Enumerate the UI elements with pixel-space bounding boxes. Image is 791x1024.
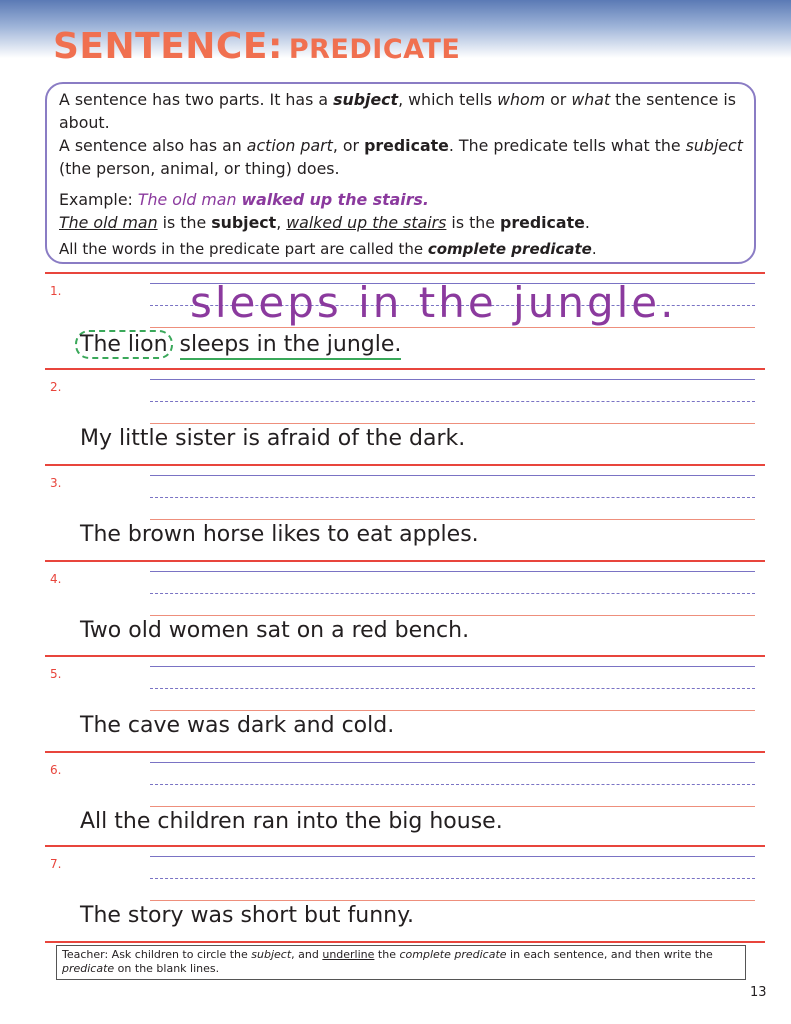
guide-line-top xyxy=(150,379,755,380)
answer-handwriting: sleeps in the jungle. xyxy=(190,278,677,327)
exercise-sentence: Two old women sat on a red bench. xyxy=(80,618,470,643)
exercise-row xyxy=(0,560,791,656)
exercise-number: 7. xyxy=(50,857,62,871)
row-divider-bottom xyxy=(45,941,765,943)
row-divider xyxy=(45,560,765,562)
row-divider xyxy=(45,464,765,466)
guide-line-base xyxy=(150,900,755,901)
guide-line-mid xyxy=(150,593,755,594)
guide-line-top xyxy=(150,571,755,572)
exercise-sentence: All the children ran into the big house. xyxy=(80,809,503,834)
exercise-sentence: My little sister is afraid of the dark. xyxy=(80,426,466,451)
row-divider xyxy=(45,368,765,370)
guide-line-base xyxy=(150,806,755,807)
guide-line-mid xyxy=(150,688,755,689)
guide-line-base xyxy=(150,423,755,424)
exercise-sentence: The brown horse likes to eat apples. xyxy=(80,522,479,547)
definition-subject: A sentence has two parts. It has a subject, which tells whom or what the sentence is about. xyxy=(59,90,737,132)
exercise-number: 4. xyxy=(50,572,62,586)
guide-line-mid xyxy=(150,497,755,498)
title-sub: PREDICATE xyxy=(288,34,461,65)
exercise-number: 1. xyxy=(50,284,62,298)
row-divider xyxy=(45,751,765,753)
subject-circle: The lion xyxy=(75,330,173,359)
exercise-row xyxy=(0,845,791,941)
guide-line-base xyxy=(150,710,755,711)
exercise-row xyxy=(0,368,791,464)
row-divider xyxy=(45,845,765,847)
row-divider xyxy=(45,655,765,657)
teacher-note: Teacher: Ask children to circle the subject, and underline the complete predicate in each sentence, and then write the predicate on the blank lines. xyxy=(56,945,746,980)
example-explanation: The old man is the subject, walked up the stairs is the predicate. xyxy=(59,213,590,232)
definition-box xyxy=(45,82,756,264)
guide-line-top xyxy=(150,475,755,476)
guide-line-base xyxy=(150,615,755,616)
exercise-row xyxy=(0,272,791,368)
exercise-number: 5. xyxy=(50,667,62,681)
definition-predicate: A sentence also has an action part, or predicate. The predicate tells what the subject (the person, animal, or thing) does. xyxy=(59,136,743,178)
exercise-number: 3. xyxy=(50,476,62,490)
complete-predicate-line: All the words in the predicate part are called the complete predicate. xyxy=(59,240,597,258)
exercise-row xyxy=(0,655,791,751)
page-number: 13 xyxy=(750,985,767,1000)
predicate-underline: sleeps in the jungle. xyxy=(180,332,402,360)
exercise-sentence: The cave was dark and cold. xyxy=(80,713,395,738)
exercise-row xyxy=(0,751,791,847)
guide-line-top xyxy=(150,666,755,667)
guide-line-base xyxy=(150,327,755,328)
guide-line-mid xyxy=(150,878,755,879)
guide-line-top xyxy=(150,762,755,763)
guide-line-top xyxy=(150,856,755,857)
exercise-sentence: The story was short but funny. xyxy=(80,903,414,928)
exercise-number: 6. xyxy=(50,763,62,777)
exercise-row xyxy=(0,464,791,560)
page-title xyxy=(53,26,460,67)
title-main: SENTENCE: xyxy=(53,26,283,67)
guide-line-base xyxy=(150,519,755,520)
example-line: Example: The old man walked up the stairs. xyxy=(59,190,429,209)
guide-line-mid xyxy=(150,401,755,402)
guide-line-mid xyxy=(150,784,755,785)
exercise-sentence xyxy=(80,330,401,359)
row-divider xyxy=(45,272,765,274)
exercise-number: 2. xyxy=(50,380,62,394)
